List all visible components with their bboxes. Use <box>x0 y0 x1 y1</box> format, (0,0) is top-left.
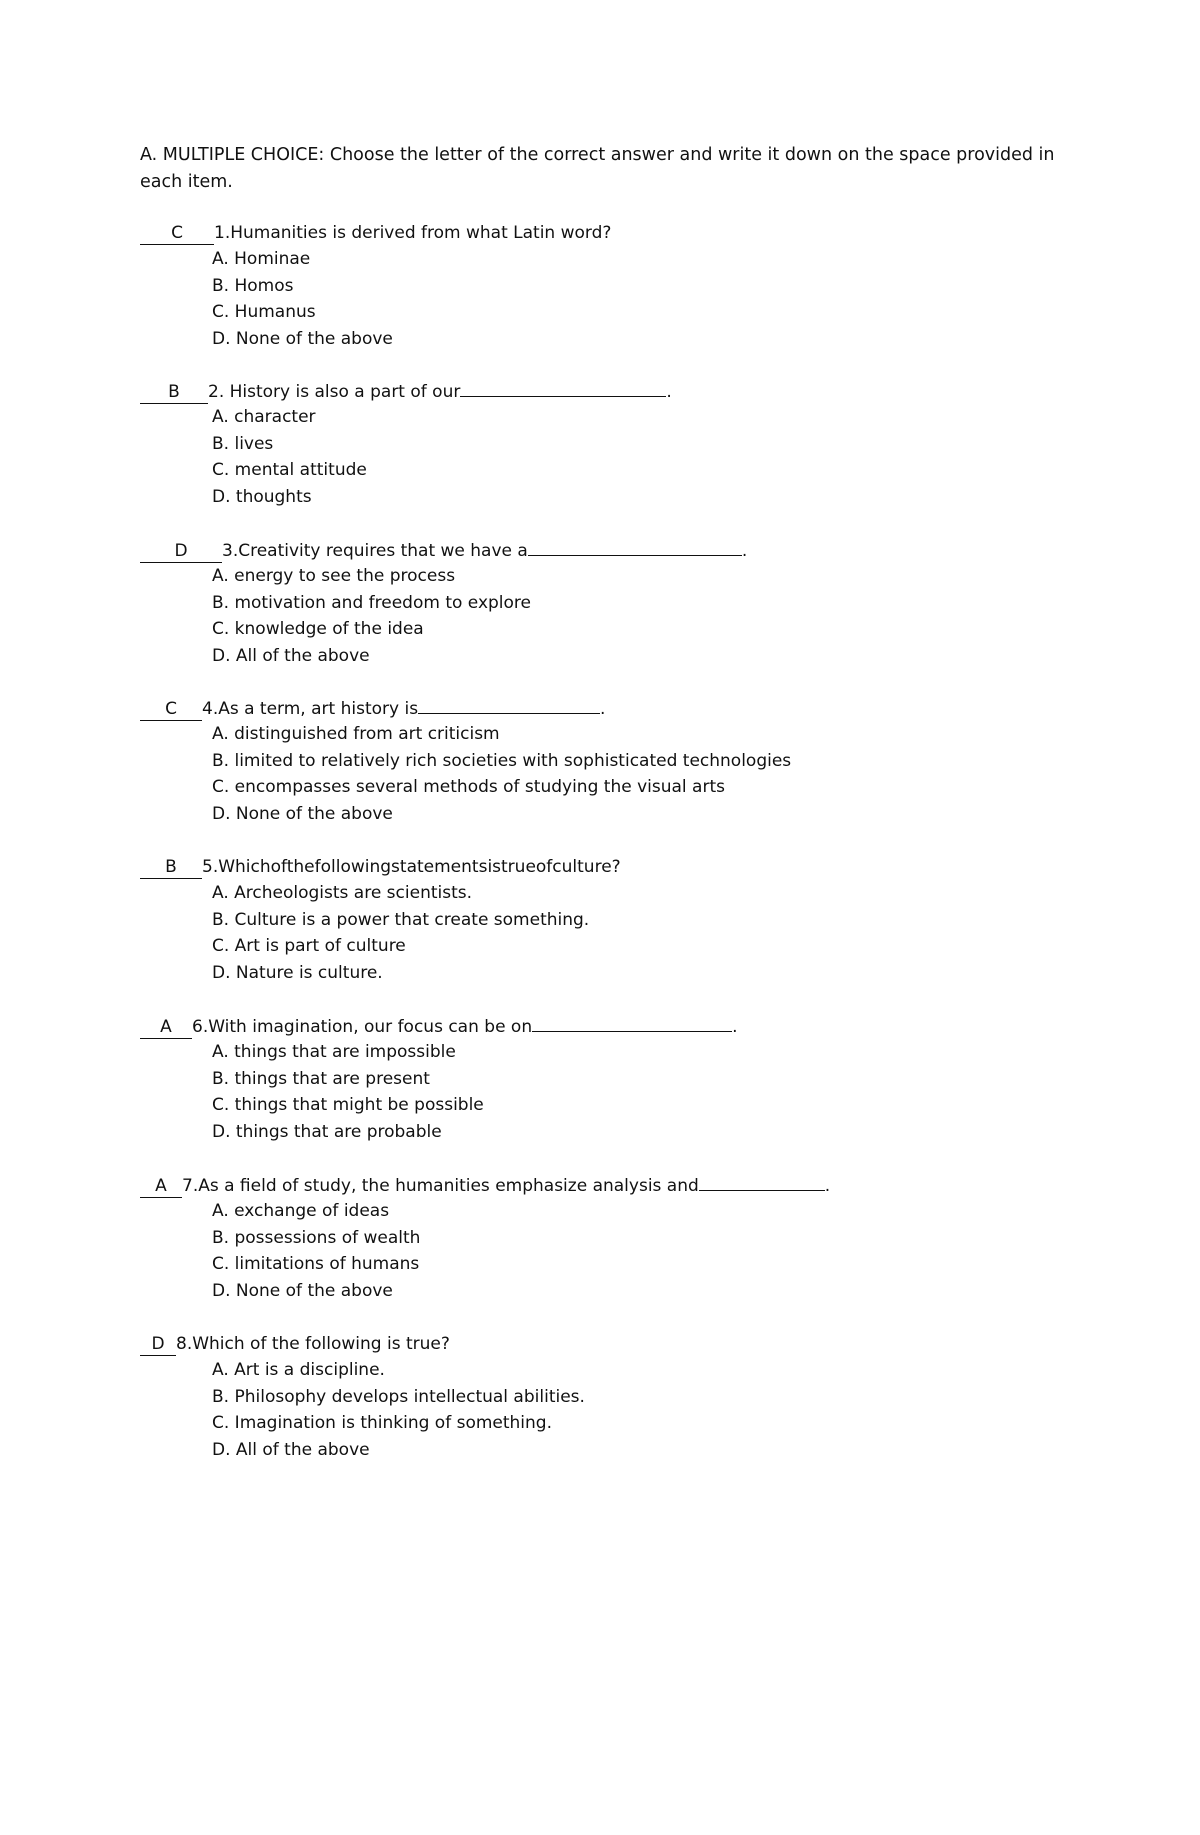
option-b: B. things that are present <box>212 1068 430 1089</box>
question-text: 7.As a field of study, the humanities emphasize analysis and <box>182 1176 699 1196</box>
option-c: C. encompasses several methods of studying the visual arts <box>212 777 725 797</box>
question-text: 5.Whichofthefollowingstatementsistrueofculture? <box>202 857 621 877</box>
question-line <box>140 1331 1120 1357</box>
question-line <box>140 537 1120 563</box>
option-d: D. None of the above <box>212 328 393 349</box>
question-text: 2. History is also a part of our <box>208 382 461 402</box>
option-b: B. Philosophy develops intellectual abilities. <box>212 1386 585 1407</box>
option-a: A. character <box>212 407 316 427</box>
question-line <box>140 854 1120 880</box>
option-a: A. things that are impossible <box>212 1042 456 1062</box>
option-a: A. Art is a discipline. <box>212 1360 385 1380</box>
fill-in-blank <box>699 1172 825 1191</box>
option-d: D. None of the above <box>212 803 393 824</box>
fill-in-blank <box>532 1013 732 1032</box>
question-text: 4.As a term, art history is <box>202 699 419 719</box>
option-c: C. Art is part of culture <box>212 936 406 956</box>
question-suffix: . <box>732 1017 738 1037</box>
option-b: B. Culture is a power that create something. <box>212 909 590 930</box>
question-8 <box>140 1331 1120 1463</box>
option-b: B. Homos <box>212 275 294 296</box>
option-c: C. limitations of humans <box>212 1254 420 1274</box>
fill-in-blank <box>418 695 600 714</box>
question-3 <box>140 537 1120 669</box>
option-b: B. possessions of wealth <box>212 1227 421 1248</box>
question-2 <box>140 378 1120 510</box>
question-line <box>140 220 1120 246</box>
instructions: A. MULTIPLE CHOICE: Choose the letter of the correct answer and write it down on the space provided in each item. <box>140 145 1055 192</box>
question-line <box>140 1013 1120 1039</box>
option-c: C. things that might be possible <box>212 1095 484 1115</box>
question-text: 3.Creativity requires that we have a <box>222 541 528 561</box>
answer-blank: A <box>140 1016 192 1039</box>
question-1 <box>140 220 1120 352</box>
option-a: A. Hominae <box>212 249 311 269</box>
option-a: A. distinguished from art criticism <box>212 724 500 744</box>
option-c: C. Humanus <box>212 302 316 322</box>
fill-in-blank <box>528 537 742 556</box>
option-a: A. exchange of ideas <box>212 1201 390 1221</box>
question-line <box>140 378 1120 404</box>
option-c: C. Imagination is thinking of something. <box>212 1413 552 1433</box>
question-line <box>140 695 1120 721</box>
answer-blank: B <box>140 381 208 404</box>
answer-blank: D <box>140 1333 176 1356</box>
option-d: D. Nature is culture. <box>212 962 383 983</box>
option-c: C. mental attitude <box>212 460 367 480</box>
fill-in-blank <box>460 378 666 397</box>
question-suffix: . <box>666 382 672 402</box>
option-b: B. motivation and freedom to explore <box>212 592 532 613</box>
option-b: B. lives <box>212 433 274 454</box>
option-d: D. None of the above <box>212 1280 393 1301</box>
question-text: 8.Which of the following is true? <box>176 1334 450 1354</box>
question-line <box>140 1172 1120 1198</box>
question-5 <box>140 854 1120 986</box>
question-4 <box>140 695 1120 827</box>
question-suffix: . <box>741 541 748 561</box>
question-text: 6.With imagination, our focus can be on <box>192 1017 533 1037</box>
option-d: D. thoughts <box>212 486 312 507</box>
option-d: D. All of the above <box>212 645 370 666</box>
option-a: A. energy to see the process <box>212 566 456 586</box>
question-6 <box>140 1013 1120 1145</box>
question-text: 1.Humanities is derived from what Latin word? <box>214 223 612 243</box>
option-d: D. things that are probable <box>212 1121 442 1142</box>
option-c: C. knowledge of the idea <box>212 619 424 639</box>
answer-blank: A <box>140 1175 182 1198</box>
answer-blank: B <box>140 856 202 879</box>
option-a: A. Archeologists are scientists. <box>212 883 473 903</box>
option-b: B. limited to relatively rich societies with sophisticated technologies <box>212 750 792 771</box>
question-suffix: . <box>600 699 606 719</box>
option-d: D. All of the above <box>212 1439 370 1460</box>
question-suffix: . <box>824 1176 831 1196</box>
question-7 <box>140 1172 1120 1304</box>
answer-blank: C <box>140 698 202 721</box>
answer-blank: C <box>140 222 214 245</box>
answer-blank: D <box>140 540 222 563</box>
